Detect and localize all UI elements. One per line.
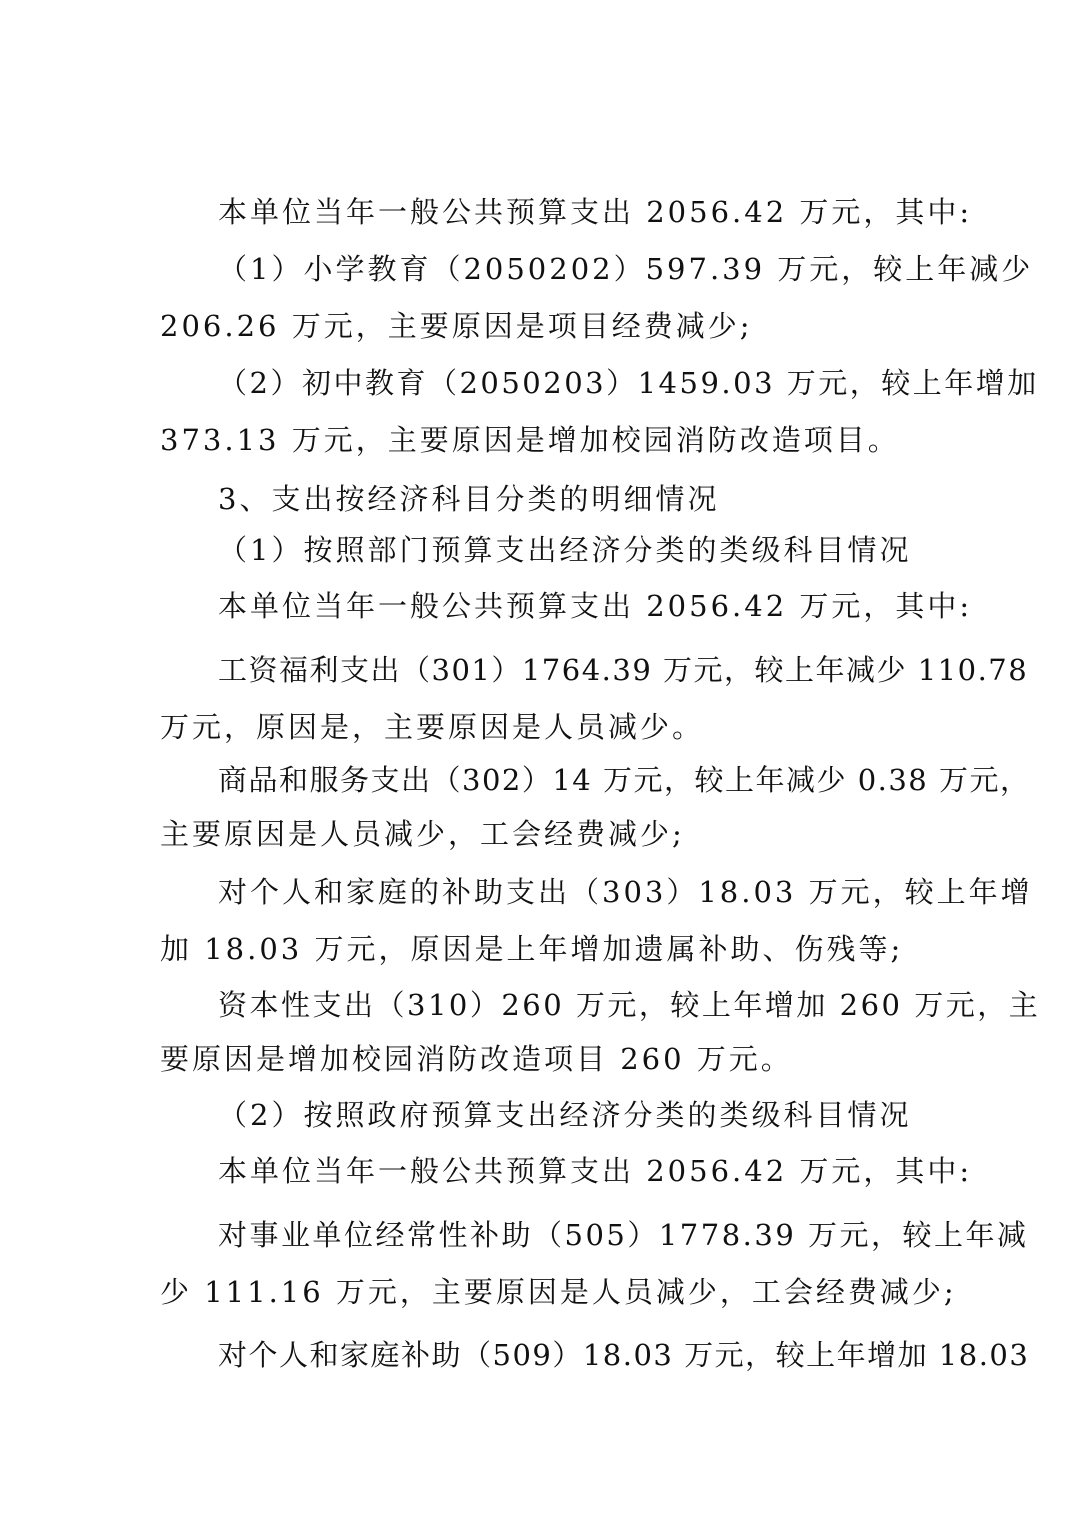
paragraph-line: 206.26 万元，主要原因是项目经费减少;: [160, 309, 753, 343]
paragraph-line: 少 111.16 万元，主要原因是人员减少，工会经费减少;: [160, 1275, 957, 1309]
paragraph-line: 要原因是增加校园消防改造项目 260 万元。: [160, 1042, 793, 1076]
paragraph-line: 万元，原因是，主要原因是人员减少。: [160, 710, 705, 744]
paragraph-line: （1）小学教育（2050202）597.39 万元，较上年减少: [218, 252, 1034, 286]
subsection-heading: （1）按照部门预算支出经济分类的类级科目情况: [218, 533, 912, 567]
subsection-heading: （2）按照政府预算支出经济分类的类级科目情况: [218, 1098, 912, 1132]
paragraph-line: 资本性支出（310）260 万元，较上年增加 260 万元，主: [218, 988, 1041, 1022]
paragraph-line: 对事业单位经常性补助（505）1778.39 万元，较上年减: [218, 1218, 1029, 1252]
paragraph-line: 加 18.03 万元，原因是上年增加遗属补助、伤残等;: [160, 932, 904, 966]
section-heading: 3、支出按经济科目分类的明细情况: [218, 482, 720, 516]
paragraph-line: 工资福利支出（301）1764.39 万元，较上年减少 110.78: [218, 653, 1029, 687]
paragraph-line: （2）初中教育（2050203）1459.03 万元，较上年增加: [218, 366, 1039, 400]
paragraph-line: 本单位当年一般公共预算支出 2056.42 万元，其中:: [218, 589, 973, 623]
paragraph-line: 商品和服务支出（302）14 万元，较上年减少 0.38 万元，: [218, 763, 1031, 797]
paragraph-line: 373.13 万元，主要原因是增加校园消防改造项目。: [160, 423, 900, 457]
paragraph-line: 对个人和家庭的补助支出（303）18.03 万元，较上年增: [218, 875, 1033, 909]
paragraph-line: 对个人和家庭补助（509）18.03 万元，较上年增加 18.03: [218, 1338, 1030, 1372]
paragraph-line: 本单位当年一般公共预算支出 2056.42 万元，其中:: [218, 195, 973, 229]
paragraph-line: 本单位当年一般公共预算支出 2056.42 万元，其中:: [218, 1154, 973, 1188]
paragraph-line: 主要原因是人员减少，工会经费减少;: [160, 817, 685, 851]
